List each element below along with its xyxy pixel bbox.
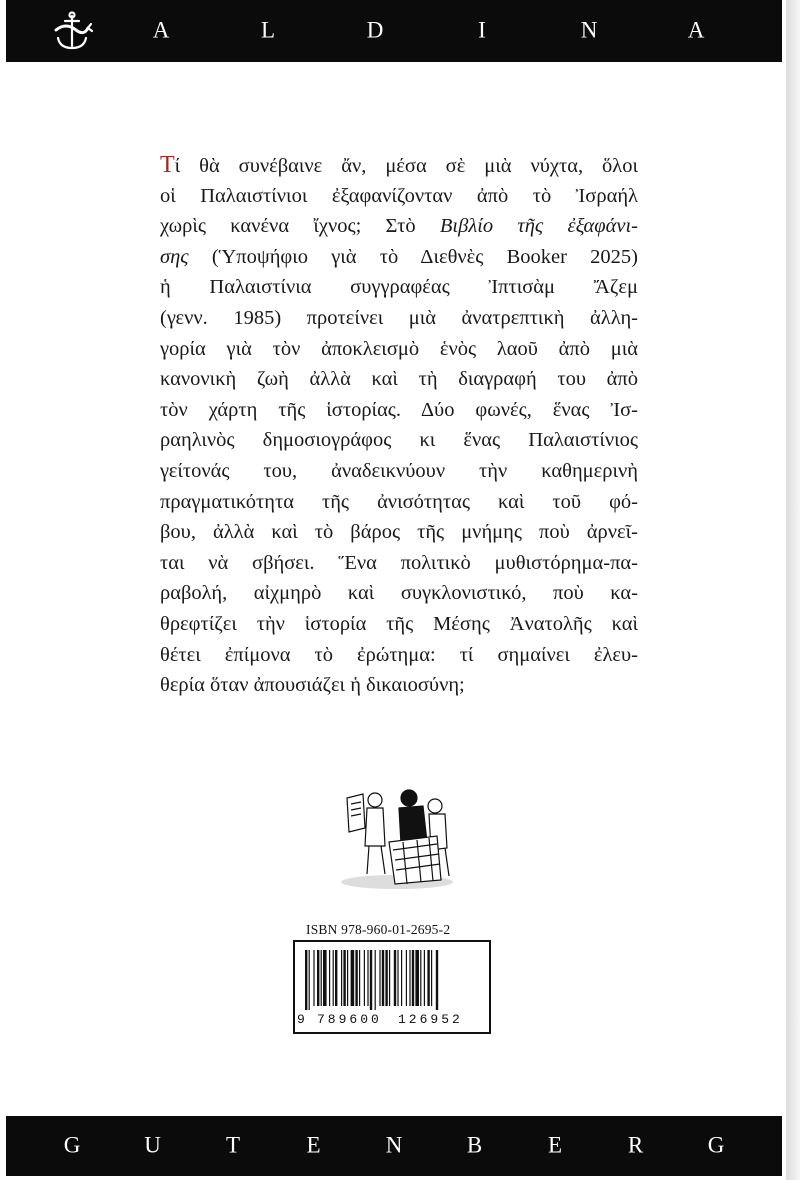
text-run: ἡ Παλαιστίνια συγγραφέας Ἰπτισὰμ Ἄζεμ xyxy=(160,276,638,299)
barcode-bar xyxy=(382,950,384,1006)
barcode-bar xyxy=(436,950,438,1010)
text-run: τὸν χάρτη τῆς ἱστορίας. Δύο φωνές, ἕνας Ἰσ- xyxy=(160,398,638,421)
header-letter: A xyxy=(152,17,170,43)
barcode-bar xyxy=(370,950,372,1010)
text-run: οἱ Παλαιστίνιοι ἐξαφανίζονταν ἀπὸ τὸ Ἰσραήλ xyxy=(160,184,638,207)
text-line xyxy=(160,425,638,456)
barcode-bar xyxy=(321,950,322,1006)
barcode-bar xyxy=(412,950,414,1006)
barcode-bar xyxy=(409,950,410,1006)
barcode-bar xyxy=(355,950,357,1006)
text-line xyxy=(160,364,638,395)
text-line xyxy=(160,487,638,518)
barcode-bar xyxy=(389,950,390,1006)
text-run: γορία γιὰ τὸν ἀποκλεισμὸ ἑνὸς λαοῦ ἀπὸ μιὰ xyxy=(160,337,638,360)
barcode-bar xyxy=(341,950,342,1006)
barcode-bar xyxy=(424,950,425,1006)
text-run: κανονικὴ ζωὴ ἀλλὰ καὶ τὴ διαγραφή του ἀπὸ xyxy=(160,368,638,391)
barcode-bar xyxy=(401,950,402,1006)
barcode-bar xyxy=(333,950,334,1006)
text-line xyxy=(160,211,638,242)
text-line xyxy=(160,242,638,273)
text-line xyxy=(160,609,638,640)
blurb-text xyxy=(160,150,638,701)
footer-letter: T xyxy=(225,1132,241,1158)
footer-letter: G xyxy=(707,1132,725,1158)
barcode-bar xyxy=(317,950,319,1006)
text-run: (γενν. 1985) προτείνει μιὰ ἀνατρεπτικὴ ἀλλη- xyxy=(160,306,638,329)
barcode-bar xyxy=(329,950,330,1006)
barcode-bar xyxy=(335,950,337,1006)
footer-title xyxy=(6,1116,782,1176)
italic-title: σης xyxy=(160,245,189,268)
barcode-bar xyxy=(305,950,307,1010)
barcode-bar xyxy=(415,950,419,1006)
barcode-bar xyxy=(367,950,368,1006)
barcode-bar xyxy=(431,950,432,1006)
header-letter: A xyxy=(687,17,705,43)
text-run: ί θὰ συνέβαινε ἄν, μέσα σὲ μιὰ νύχτα, ὅλοι xyxy=(174,155,638,177)
text-run: χωρὶς κανένα ἴχνος; Στὸ xyxy=(160,215,440,238)
barcode-bar xyxy=(359,950,360,1006)
barcode-bar xyxy=(427,950,429,1006)
barcode-bar xyxy=(394,950,396,1006)
isbn-label: ISBN 978-960-01-2695-2 xyxy=(306,922,451,937)
footer-letter: U xyxy=(144,1132,161,1158)
barcode xyxy=(293,940,491,1034)
text-run: γείτονάς του, ἀναδεικνύουν τὴν καθημερινὴ xyxy=(160,459,638,482)
text-run: ραηλινὸς δημοσιογράφος κι ἕνας Παλαιστίνιος xyxy=(160,429,638,452)
footer-letter: R xyxy=(627,1132,644,1158)
text-run: ραβολή, αἰχμηρὸ καὶ συγκλονιστικό, ποὺ κα- xyxy=(160,582,638,605)
footer-letter: B xyxy=(466,1132,483,1158)
text-run: βου, ἀλλὰ καὶ τὸ βάρος τῆς μνήμης ποὺ ἀρνεῖ- xyxy=(160,521,638,544)
barcode-bar xyxy=(347,950,348,1006)
text-line xyxy=(160,272,638,303)
header-letter: L xyxy=(260,17,276,43)
barcode-bar xyxy=(309,950,310,1010)
text-line xyxy=(160,150,638,181)
barcode-bar xyxy=(351,950,355,1006)
header-letter: D xyxy=(366,17,384,43)
text-line xyxy=(160,670,638,701)
barcode-bar xyxy=(379,950,380,1006)
page-edge xyxy=(786,0,800,1180)
barcode-bars xyxy=(305,950,479,1010)
italic-title: Βιβλίο τῆς ἐξαφάνι- xyxy=(439,215,638,238)
text-run: πραγματικότητα τῆς ἀνισότητας καὶ τοῦ φό- xyxy=(160,490,638,513)
text-line xyxy=(160,456,638,487)
text-line xyxy=(160,303,638,334)
text-line xyxy=(160,640,638,671)
drop-cap: Τ xyxy=(160,152,175,178)
barcode-bar xyxy=(397,950,398,1006)
barcode-bar xyxy=(313,950,314,1006)
footer-letter: G xyxy=(63,1132,81,1158)
barcode-bar xyxy=(343,950,345,1006)
text-run: θρεφτίζει τὴν ἱστορία τῆς Μέσης Ἀνατολῆς καὶ xyxy=(160,612,638,635)
barcode-digits-right: 126952 xyxy=(398,1012,463,1027)
text-run: (Ὑποψήφιο γιὰ τὸ Διεθνὲς Booker 2025) xyxy=(188,245,638,268)
text-run: ται νὰ σβήσει. Ἕνα πολιτικὸ μυθιστόρημα-πα- xyxy=(160,551,638,574)
text-line xyxy=(160,181,638,212)
footer-letter: E xyxy=(547,1132,563,1158)
header-letter: N xyxy=(580,17,598,43)
barcode-bar xyxy=(406,950,407,1006)
text-line xyxy=(160,334,638,365)
barcode-bar xyxy=(420,950,421,1006)
header-band xyxy=(6,0,782,62)
barcode-bar xyxy=(323,950,327,1006)
text-line xyxy=(160,578,638,609)
text-line xyxy=(160,395,638,426)
text-run: θέτει ἐπίμονα τὸ ἐρώτημα: τί σημαίνει ἐλευ- xyxy=(160,643,638,666)
header-title xyxy=(6,0,782,62)
header-letter: I xyxy=(478,17,486,43)
footer-letter: E xyxy=(306,1132,321,1158)
barcode-bar xyxy=(385,950,387,1006)
text-run: θερία ὅταν ἀπουσιάζει ἡ δικαιοσύνη; xyxy=(160,674,465,697)
printers-woodcut-icon xyxy=(333,784,461,892)
barcode-digit-lead: 9 xyxy=(297,1012,305,1027)
barcode-bar xyxy=(364,950,365,1006)
barcode-bar xyxy=(375,950,376,1010)
barcode-digits-left: 789600 xyxy=(317,1012,382,1027)
footer-letter: N xyxy=(385,1132,403,1158)
text-line xyxy=(160,548,638,579)
text-line xyxy=(160,517,638,548)
footer-band xyxy=(6,1116,782,1176)
